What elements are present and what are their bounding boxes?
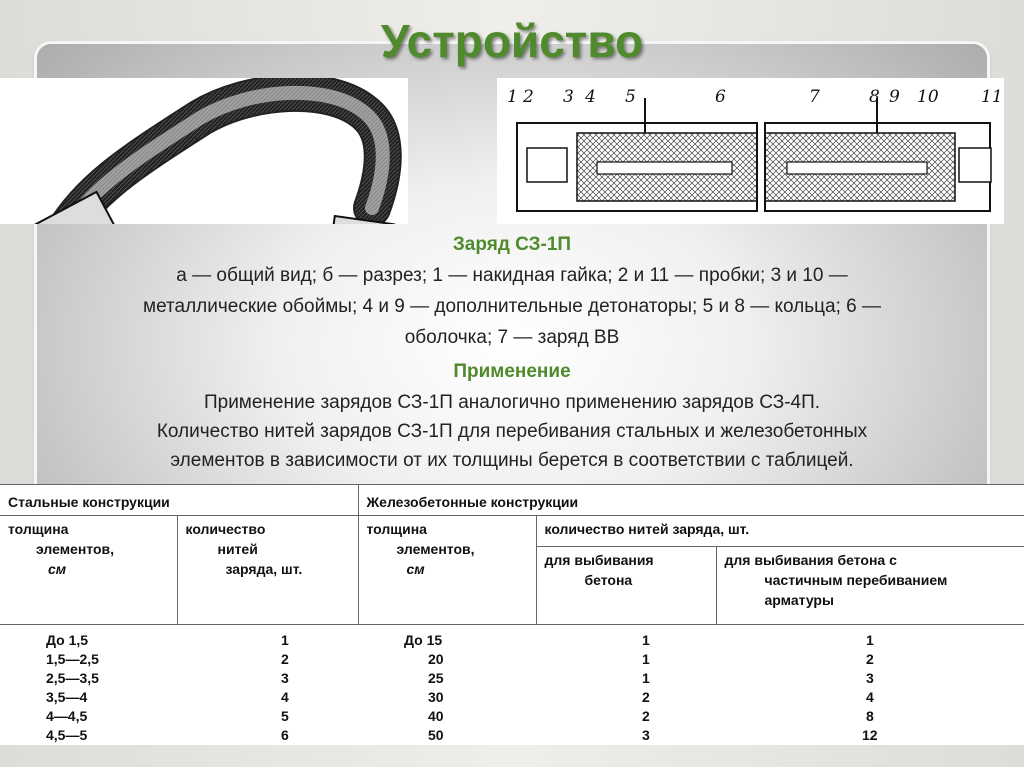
col-knockout xyxy=(536,625,716,745)
table-cell: 2 xyxy=(281,651,289,667)
table-cell: 20 xyxy=(428,651,444,667)
label-b-3: 3 xyxy=(563,87,574,107)
table-cell: 1 xyxy=(642,632,650,648)
header-steel: Стальные конструкции xyxy=(8,494,170,510)
label-b-9: 9 xyxy=(889,87,900,107)
header-steel-thickness: элементов, xyxy=(36,541,115,557)
header-concrete-count: количество нитей заряда, шт. xyxy=(544,521,750,537)
label-b-4: 4 xyxy=(585,87,596,107)
header-steel-count: нитей xyxy=(217,541,258,557)
table-cell: 2 xyxy=(642,689,650,705)
table-cell: 40 xyxy=(428,708,444,724)
header-knockout: бетона xyxy=(584,572,633,589)
table-cell: 4—4,5 xyxy=(46,708,88,724)
header-partial: частичным перебиванием xyxy=(764,572,948,589)
table-cell: 8 xyxy=(866,708,874,724)
table-cell: 2 xyxy=(866,651,874,667)
table-cell: До 15 xyxy=(404,632,443,648)
heading-charge: Заряд СЗ-1П xyxy=(452,234,572,255)
application-text xyxy=(0,388,1024,475)
table-cell: 3 xyxy=(281,670,289,686)
col-concrete-thickness xyxy=(358,625,536,745)
table-cell: 3 xyxy=(642,727,650,743)
header-steel-thickness: толщина xyxy=(8,521,69,537)
caption-line: а — общий вид; б — разрез; 1 — накидная гайка; 2 и 11 — пробки; 3 и 10 — xyxy=(176,265,848,286)
header-concrete-thickness: см xyxy=(406,561,425,577)
label-b-5: 5 xyxy=(625,87,636,107)
figure-caption xyxy=(0,260,1024,353)
label-b-2: 2 xyxy=(523,87,534,107)
col-steel-count xyxy=(177,625,358,745)
table-cell: 25 xyxy=(428,670,444,686)
header-steel-count: количество xyxy=(185,521,266,537)
table-cell: 4 xyxy=(866,689,874,705)
caption-line: оболочка; 7 — заряд ВВ xyxy=(404,327,620,348)
table-cell: 50 xyxy=(428,727,444,743)
header-concrete-thickness: толщина xyxy=(366,521,427,537)
col-steel-thickness xyxy=(0,625,177,745)
table-cell: 1 xyxy=(642,651,650,667)
label-b-7: 7 xyxy=(809,87,820,107)
heading-application: Применение xyxy=(453,361,571,382)
figure-general-view xyxy=(0,78,408,224)
table-cell: 1 xyxy=(866,632,874,648)
label-b-1: 1 xyxy=(507,87,518,107)
table-cell: 3 xyxy=(866,670,874,686)
table-cell: 1 xyxy=(642,670,650,686)
table-cell: 4,5—5 xyxy=(46,727,88,743)
table-cell: 6 xyxy=(281,727,289,743)
header-partial: арматуры xyxy=(764,592,834,609)
figure-section-view xyxy=(497,78,1004,224)
header-knockout: для выбивания xyxy=(544,552,654,569)
application-line: элементов в зависимости от их толщины берется в соответствии с таблицей. xyxy=(170,450,854,471)
label-b-6: 6 xyxy=(715,87,726,107)
slide-title: Устройство xyxy=(380,15,644,67)
header-steel-count: заряда, шт. xyxy=(225,561,303,577)
header-concrete: Железобетонные конструкции xyxy=(366,494,579,510)
label-b-11: 11 xyxy=(981,87,1003,107)
caption-line: металлические обоймы; 4 и 9 — дополнительные детонаторы; 5 и 8 — кольца; 6 — xyxy=(143,296,881,317)
table-cell: 1,5—2,5 xyxy=(46,651,99,667)
table-cell: До 1,5 xyxy=(46,632,89,648)
label-b-10: 10 xyxy=(917,87,939,107)
table-cell: 12 xyxy=(862,727,878,743)
table-cell: 2 xyxy=(642,708,650,724)
application-line: Количество нитей зарядов СЗ-1П для перебивания стальных и железобетонных xyxy=(156,421,868,442)
label-b-8: 8 xyxy=(869,87,880,107)
col-partial xyxy=(716,625,1024,745)
table-cell: 1 xyxy=(281,632,289,648)
table-cell: 3,5—4 xyxy=(46,689,88,705)
table-cell: 2,5—3,5 xyxy=(46,670,99,686)
header-steel-thickness: см xyxy=(48,561,67,577)
table-cell: 30 xyxy=(428,689,444,705)
charge-count-table xyxy=(0,484,1024,745)
table-cell: 5 xyxy=(281,708,289,724)
application-line: Применение зарядов СЗ-1П аналогично применению зарядов СЗ-4П. xyxy=(203,392,821,413)
header-partial: для выбивания бетона с xyxy=(724,552,897,569)
header-concrete-thickness: элементов, xyxy=(396,541,475,557)
table-cell: 4 xyxy=(281,689,289,705)
